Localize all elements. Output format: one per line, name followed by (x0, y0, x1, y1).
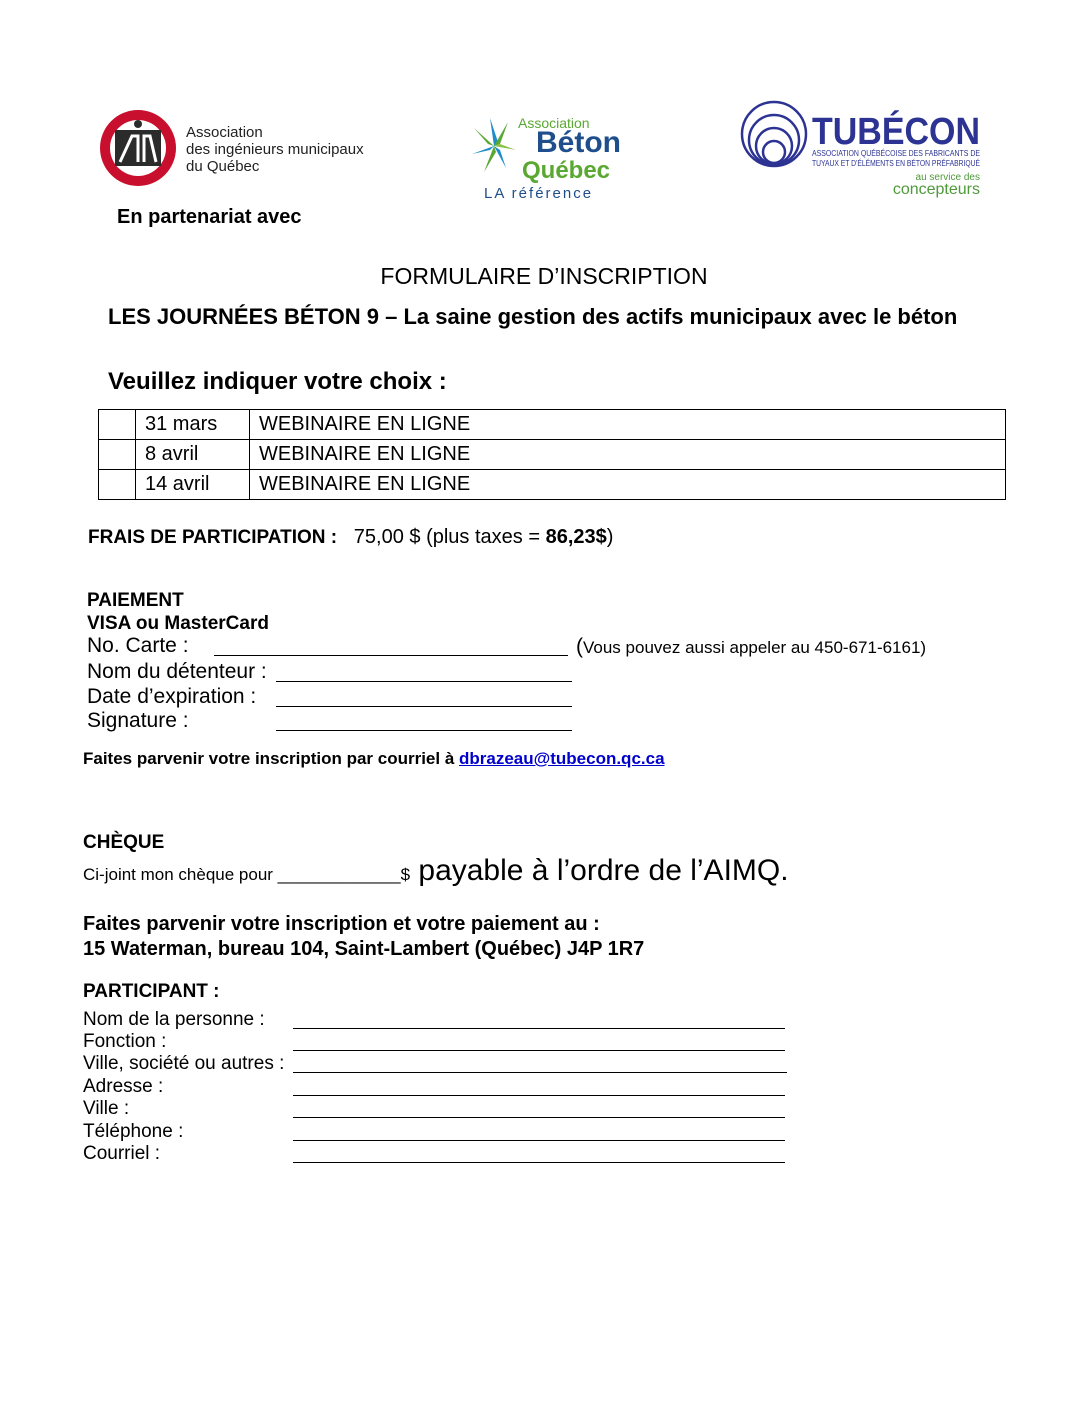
cheque-amount-field[interactable]: _____________$ (277, 865, 411, 884)
aimq-line2: des ingénieurs municipaux (186, 141, 364, 158)
cheque-prefix: Ci-joint mon chèque pour (83, 865, 278, 884)
choice-heading: Veuillez indiquer votre choix : (108, 368, 447, 395)
signature-label: Signature : (87, 709, 189, 732)
phone-note-paren: ( (576, 635, 583, 658)
participant-role-field[interactable] (293, 1050, 785, 1051)
email-link[interactable]: dbrazeau@tubecon.qc.ca (459, 749, 665, 768)
mail-address: 15 Waterman, bureau 104, Saint-Lambert (Québec) J4P 1R7 (83, 938, 645, 960)
session-label: WEBINAIRE EN LIGNE (250, 440, 1006, 470)
abq-tagline: LA référence (484, 185, 594, 202)
card-holder-field[interactable] (276, 681, 572, 682)
aimq-logo (96, 106, 386, 190)
participation-fees (88, 526, 613, 549)
expiry-field[interactable] (276, 706, 572, 707)
session-checkbox[interactable] (99, 470, 136, 500)
phone-note-text: Vous pouvez aussi appeler au 450-671-6161) (583, 638, 927, 657)
aimq-line3: du Québec (186, 158, 260, 175)
participant-name-label: Nom de la personne : (83, 1009, 265, 1030)
fees-total: 86,23$ (545, 526, 607, 548)
session-date: 8 avril (136, 440, 250, 470)
session-choice-table (98, 409, 1006, 500)
expiry-label: Date d’expiration : (87, 685, 257, 708)
tubecon-desc1: ASSOCIATION QUÉBÉCOISE DES FABRICANTS DE (812, 149, 980, 158)
payment-cards: VISA ou MasterCard (87, 613, 269, 634)
email-instruction (83, 749, 665, 769)
form-title: FORMULAIRE D’INSCRIPTION (380, 263, 708, 289)
participant-org-field[interactable] (293, 1072, 787, 1073)
session-checkbox[interactable] (99, 440, 136, 470)
mail-instruction (83, 912, 644, 962)
phone-note (576, 635, 926, 659)
abq-word2: Béton (536, 126, 621, 159)
participant-email-label: Courriel : (83, 1143, 161, 1164)
participant-heading: PARTICIPANT : (83, 981, 220, 1002)
card-number-label: No. Carte : (87, 634, 189, 657)
card-holder-label: Nom du détenteur : (87, 660, 267, 683)
participant-city-label: Ville : (83, 1098, 130, 1119)
email-instruction-text: Faites parvenir votre inscription par courriel à (83, 749, 460, 768)
tubecon-tag2: concepteurs (892, 181, 980, 198)
session-checkbox[interactable] (99, 410, 136, 440)
abq-word1: Association (518, 115, 590, 131)
partner-text: En partenariat avec (117, 206, 302, 228)
cheque-heading: CHÈQUE (83, 832, 165, 853)
cheque-line (83, 854, 789, 888)
payment-heading: PAIEMENT (87, 590, 184, 611)
abq-word3: Québec (522, 157, 611, 184)
aimq-line1: Association (186, 124, 263, 141)
card-number-field[interactable] (214, 655, 568, 656)
participant-phone-field[interactable] (293, 1140, 785, 1141)
session-row (99, 440, 1006, 470)
cheque-payable: payable à l’ordre de l’AIMQ. (410, 854, 789, 887)
mail-instruction-line1: Faites parvenir votre inscription et votre paiement au : (83, 913, 600, 935)
session-row (99, 470, 1006, 500)
session-label: WEBINAIRE EN LIGNE (250, 410, 1006, 440)
participant-address-label: Adresse : (83, 1076, 164, 1097)
session-date: 31 mars (136, 410, 250, 440)
abq-logo (470, 110, 630, 202)
tubecon-logo (740, 100, 985, 198)
fees-close: ) (606, 526, 614, 548)
participant-role-label: Fonction : (83, 1031, 167, 1052)
signature-field[interactable] (276, 730, 572, 731)
participant-name-field[interactable] (293, 1028, 785, 1029)
fees-price: 75,00 $ (plus taxes = (353, 526, 546, 548)
participant-address-field[interactable] (293, 1095, 785, 1096)
event-title: LES JOURNÉES BÉTON 9 – La saine gestion des actifs municipaux avec le béton (108, 304, 958, 329)
tubecon-tag1: au service des (915, 172, 980, 183)
participant-city-field[interactable] (293, 1117, 785, 1118)
tubecon-name: TUBÉCON (812, 111, 985, 153)
session-row (99, 410, 1006, 440)
participant-email-field[interactable] (293, 1162, 785, 1163)
fees-label: FRAIS DE PARTICIPATION : (88, 527, 338, 548)
session-date: 14 avril (136, 470, 250, 500)
session-label: WEBINAIRE EN LIGNE (250, 470, 1006, 500)
participant-org-label: Ville, société ou autres : (83, 1053, 285, 1074)
participant-phone-label: Téléphone : (83, 1121, 184, 1142)
tubecon-desc2: TUYAUX ET D'ÉLÉMENTS EN BÉTON PRÉFABRIQUÉ (812, 159, 980, 168)
